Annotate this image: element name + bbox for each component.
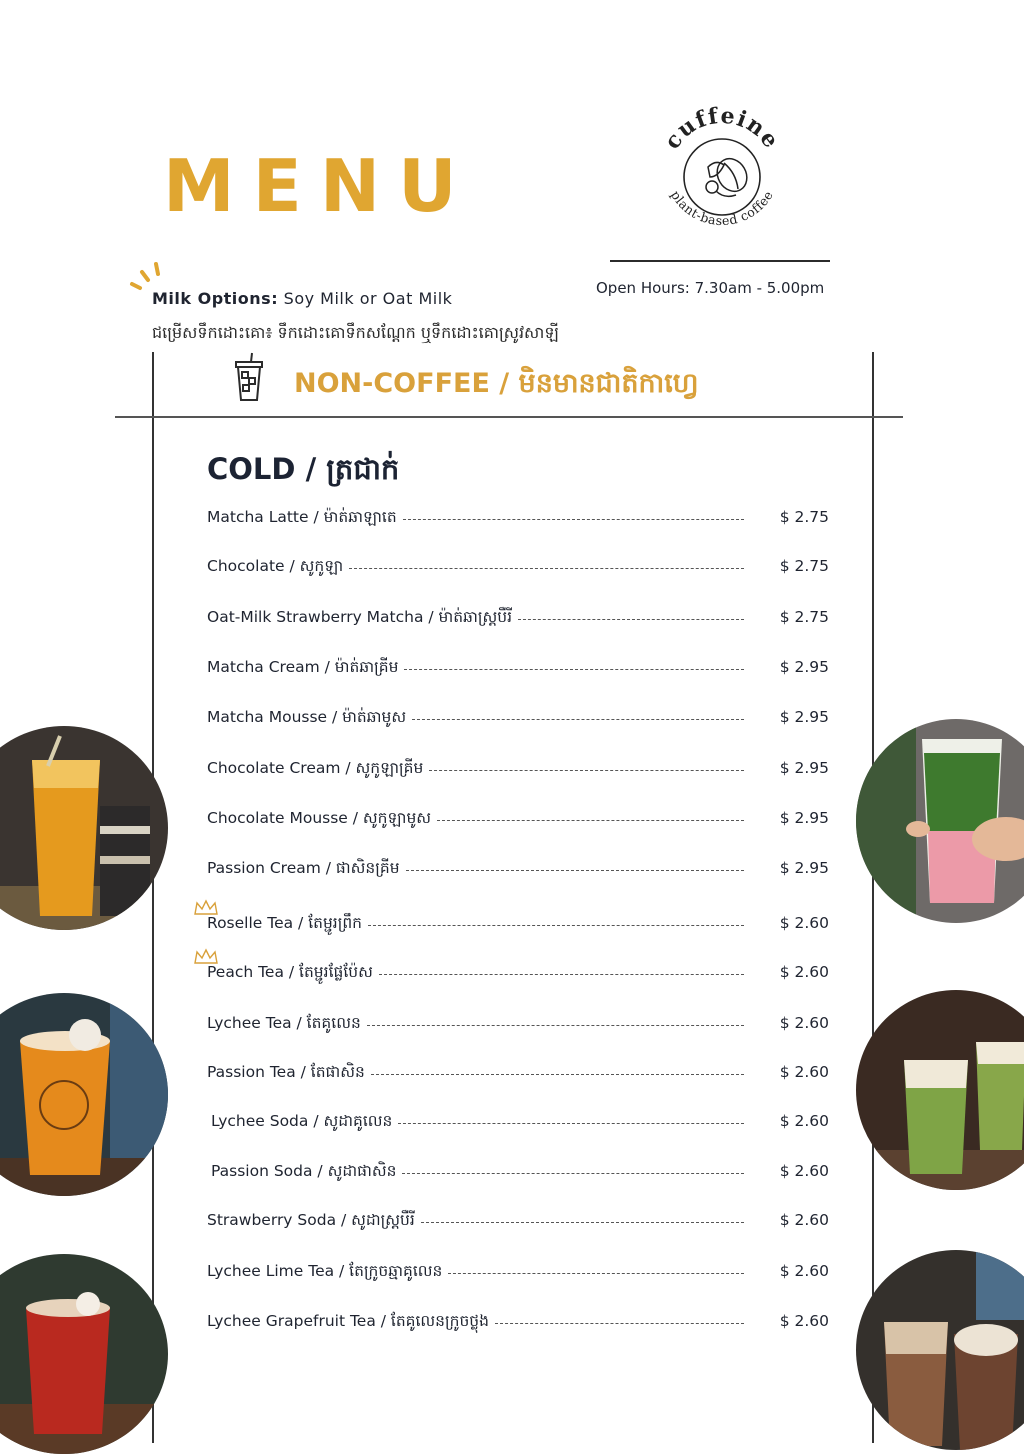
frame-left-line (152, 352, 154, 1443)
menu-item-price: $ 2.60 (779, 1063, 829, 1081)
chocolate-mousse-photo (856, 1250, 1024, 1450)
menu-item-name: Lychee Grapefruit Tea / តែគូលេនក្រូចថ្លុង (207, 1312, 489, 1330)
menu-item-leader (412, 719, 744, 720)
menu-item-price: $ 2.60 (779, 1112, 829, 1130)
menu-item-price: $ 2.60 (779, 914, 829, 932)
menu-item-name: Matcha Cream / ម៉ាត់ឆាគ្រីម (207, 658, 399, 676)
menu-item (207, 808, 829, 832)
menu-item-name: Matcha Mousse / ម៉ាត់ឆាមូស (207, 708, 407, 726)
menu-item-name: Passion Soda / សូដាផាសិន (211, 1162, 397, 1180)
svg-text:cuffeine (659, 103, 784, 154)
menu-item-price: $ 2.60 (779, 1262, 829, 1280)
menu-item-name: Lychee Lime Tea / តែក្រូចឆ្មាគូលេន (207, 1262, 443, 1280)
menu-item-name: Passion Tea / តែផាសិន (207, 1063, 365, 1081)
menu-item (207, 858, 829, 882)
milk-options-value: Soy Milk or Oat Milk (278, 289, 453, 308)
menu-item-leader (404, 669, 744, 670)
menu-item-price: $ 2.95 (779, 809, 829, 827)
menu-item (207, 962, 829, 986)
menu-item-price: $ 2.60 (779, 963, 829, 981)
menu-item-leader (448, 1273, 744, 1274)
menu-item-price: $ 2.60 (779, 1162, 829, 1180)
menu-item-price: $ 2.75 (779, 557, 829, 575)
coffee-bean-icon (706, 153, 753, 196)
passion-soda-photo (0, 993, 168, 1196)
menu-item-leader (371, 1074, 744, 1075)
menu-item (207, 913, 829, 937)
section-divider (115, 416, 903, 418)
menu-item-leader (379, 974, 744, 975)
menu-item-price: $ 2.75 (779, 608, 829, 626)
menu-item-name: Passion Cream / ផាសិនគ្រីម (207, 859, 400, 877)
menu-item (207, 758, 829, 782)
menu-item-name: Matcha Latte / ម៉ាត់ឆាឡាតេ (207, 508, 397, 526)
menu-item-price: $ 2.60 (779, 1211, 829, 1229)
menu-item-price: $ 2.95 (779, 759, 829, 777)
menu-item-name: Chocolate Mousse / សូកូឡាមូស (207, 809, 432, 827)
strawberry-matcha-photo (856, 719, 1024, 923)
menu-item (207, 1261, 829, 1285)
menu-item (207, 707, 829, 731)
menu-item-leader (437, 820, 744, 821)
menu-item-leader (402, 1173, 744, 1174)
menu-item-leader (495, 1323, 744, 1324)
logo-tagline: plant-based coffee (668, 187, 776, 229)
menu-item-name: Chocolate Cream / សូកូឡាគ្រីម (207, 759, 424, 777)
logo-brand: cuffeine (659, 103, 785, 154)
logo-divider (610, 260, 830, 262)
menu-item (207, 507, 829, 531)
menu-item (207, 1013, 829, 1037)
menu-item-name: Roselle Tea / តែម្ជូរព្រឹក (207, 914, 362, 932)
menu-item-leader (429, 770, 744, 771)
section-title: NON-COFFEE / មិនមានជាតិកាហ្វេ (294, 368, 699, 399)
menu-item-leader (368, 925, 744, 926)
subsection-title: COLD / ត្រជាក់ (207, 452, 400, 486)
menu-item (207, 657, 829, 681)
iced-drink-icon (232, 352, 266, 402)
menu-item-price: $ 2.95 (779, 708, 829, 726)
menu-item-name: Strawberry Soda / សូដាស្ត្របឺរី (207, 1211, 415, 1229)
milk-options-label: Milk Options: (152, 289, 279, 308)
menu-item (207, 1210, 829, 1234)
menu-item-name: Peach Tea / តែម្ជូរផ្លែប៉ែស (207, 963, 373, 981)
menu-item-leader (398, 1123, 744, 1124)
menu-item-price: $ 2.60 (779, 1014, 829, 1032)
menu-item-leader (349, 568, 744, 569)
menu-item (207, 607, 829, 631)
menu-item (207, 1062, 829, 1086)
menu-item (207, 1161, 829, 1185)
crown-icon (193, 948, 219, 966)
menu-item (207, 556, 829, 580)
open-hours: Open Hours: 7.30am - 5.00pm (596, 279, 825, 297)
menu-item-leader (518, 619, 744, 620)
menu-item (207, 1111, 829, 1135)
red-tea-photo (0, 1254, 168, 1454)
orange-tea-photo (0, 726, 168, 930)
menu-item-name: Chocolate / សូកូឡា (207, 557, 344, 575)
menu-item-leader (421, 1222, 744, 1223)
menu-item-name: Lychee Tea / តែគូលេន (207, 1014, 361, 1032)
frame-right-line (872, 352, 874, 1443)
menu-item-leader (367, 1025, 744, 1026)
menu-item (207, 1311, 829, 1335)
menu-item-leader (406, 870, 744, 871)
cuffeine-logo (652, 103, 792, 243)
menu-item-leader (403, 519, 744, 520)
menu-item-price: $ 2.95 (779, 859, 829, 877)
matcha-cream-photo (856, 990, 1024, 1190)
menu-title: MENU (163, 144, 475, 228)
crown-icon (193, 899, 219, 917)
svg-text:plant-based coffee (668, 188, 776, 228)
menu-item-price: $ 2.60 (779, 1312, 829, 1330)
menu-item-price: $ 2.75 (779, 508, 829, 526)
menu-item-name: Oat-Milk Strawberry Matcha / ម៉ាត់ឆាស្ត្របឺរី (207, 608, 513, 626)
menu-item-name: Lychee Soda / សូដាគូលេន (211, 1112, 393, 1130)
milk-options (152, 289, 452, 308)
milk-options-khmer: ជម្រើសទឹកដោះគោ៖ ទឹកដោះគោទឹកសណ្តែក ឬទឹកដោះគោស្រូវសាឡី (152, 323, 559, 342)
menu-item-price: $ 2.95 (779, 658, 829, 676)
